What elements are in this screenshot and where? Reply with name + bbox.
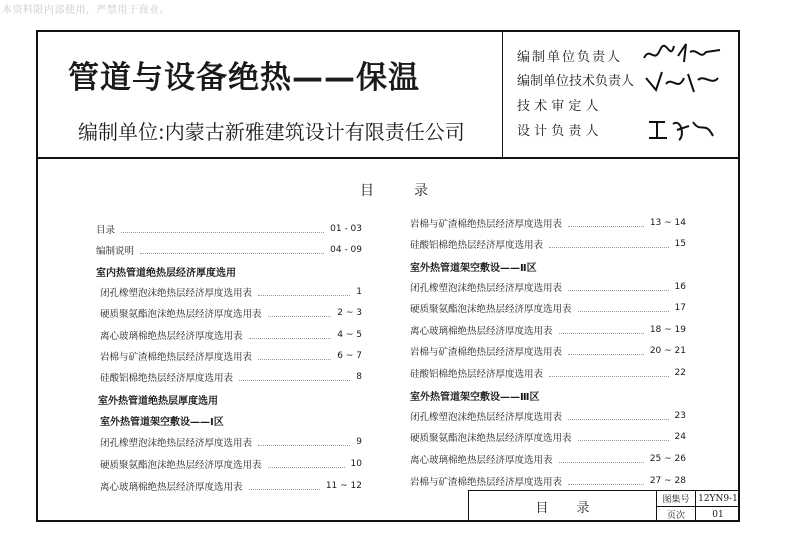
signature-mark [645,114,717,144]
header-divider [36,157,740,159]
toc-entry-page: 27 ~ 28 [649,476,686,486]
toc-entry-page: 15 [674,239,686,249]
toc-entry-page: 9 [356,437,362,447]
toc-entry-page: 20 ~ 21 [649,346,686,356]
toc-entry-name: 编制说明 [96,246,135,257]
toc-leader-dots [258,359,331,360]
atlas-number-label: 图集号 [662,495,690,505]
toc-entry-name: 目录 [96,225,116,236]
toc-leader-dots [559,462,644,463]
toc-entry [100,326,362,344]
toc-entry [410,321,686,339]
toc-leader-dots [258,295,350,296]
responsibility-label: 设 计 负 责 人 [517,123,599,139]
sheet-title: 目录 [535,501,618,516]
toc-entry-name: 闭孔橡塑泡沫绝热层经济厚度选用表 [100,288,253,299]
toc-entry-page: 17 [674,303,686,313]
toc-entry [100,283,362,301]
toc-entry [410,214,686,232]
toc-entry-page: 6 ~ 7 [337,351,362,361]
toc-section-heading [98,390,218,408]
toc-entry [410,407,686,425]
toc-entry-name: 离心玻璃棉绝热层经济厚度选用表 [100,482,243,493]
toc-entry-name: 硬质聚氨酯泡沫绝热层经济厚度选用表 [410,433,572,444]
toc-entry-page: 04 - 09 [330,245,362,255]
responsibility-row [517,93,599,115]
toc-entry [410,299,686,317]
toc-entry-page: 2 ~ 3 [337,308,362,318]
toc-entry-page: 16 [674,282,686,292]
responsibility-label: 编制单位负责人 [517,49,623,65]
toc-entry [410,450,686,468]
toc-entry-name: 硬质聚氨酯泡沫绝热层经济厚度选用表 [100,309,262,320]
header-column-divider [502,30,503,158]
signature-mark [642,66,722,96]
toc-entry [100,347,362,365]
toc-leader-dots [568,354,644,355]
toc-section-name: 室外热管道架空敷设——Ⅰ区 [100,416,224,428]
toc-entry-name: 离心玻璃棉绝热层经济厚度选用表 [410,326,553,337]
page-value: 01 [712,509,724,520]
toc-entry-name: 闭孔橡塑泡沫绝热层经济厚度选用表 [410,283,563,294]
toc-entry [100,368,362,386]
toc-section-heading [96,262,236,280]
toc-leader-dots [268,316,332,317]
responsibility-row [517,118,599,140]
toc-entry [410,278,686,296]
toc-leader-dots [559,333,644,334]
toc-leader-dots [249,338,332,339]
toc-leader-dots [249,489,320,490]
responsibility-label: 编制单位技术负责人 [517,73,635,89]
toc-entry [96,241,362,259]
toc-entry-page: 24 [674,432,686,442]
toc-entry-name: 硅酸铝棉绝热层经济厚度选用表 [100,373,234,384]
toc-leader-dots [549,376,669,377]
toc-entry [100,455,362,473]
toc-section-name: 室内热管道绝热层经济厚度选用 [96,267,236,279]
toc-leader-dots [578,311,669,312]
watermark-text: 本资料限内部使用，严禁用于商业。 [2,5,170,16]
signature-mark [640,38,726,68]
toc-entry-name: 岩棉与矿渣棉绝热层经济厚度选用表 [410,347,563,358]
toc-entry [410,342,686,360]
toc-entry [100,477,362,495]
toc-leader-dots [568,226,644,227]
atlas-number-value: 12YN9-1 [698,493,738,504]
toc-entry-page: 11 ~ 12 [325,481,362,491]
toc-entry [410,235,686,253]
toc-leader-dots [578,440,669,441]
toc-entry-name: 岩棉与矿渣棉绝热层经济厚度选用表 [410,219,563,230]
toc-section-name: 室外热管道架空敷设——Ⅱ区 [410,262,537,274]
toc-heading: 目录 [360,183,468,199]
toc-entry-name: 闭孔橡塑泡沫绝热层经济厚度选用表 [100,438,253,449]
toc-entry-name: 岩棉与矿渣棉绝热层经济厚度选用表 [410,477,563,488]
toc-entry [100,433,362,451]
toc-leader-dots [568,484,644,485]
toc-entry-page: 13 ~ 14 [649,218,686,228]
toc-entry-page: 22 [674,368,686,378]
toc-entry-name: 硅酸铝棉绝热层经济厚度选用表 [410,240,544,251]
toc-section-heading [410,386,539,404]
toc-section-name: 室外热管道架空敷设——Ⅲ区 [410,391,540,403]
toc-entry-name: 硅酸铝棉绝热层经济厚度选用表 [410,369,544,380]
toc-leader-dots [549,247,669,248]
toc-leader-dots [121,232,324,233]
toc-entry-page: 25 ~ 26 [649,454,686,464]
toc-entry-page: 18 ~ 19 [649,325,686,335]
toc-entry-name: 离心玻璃棉绝热层经济厚度选用表 [100,331,243,342]
toc-entry-page: 4 ~ 5 [337,330,362,340]
toc-entry [410,428,686,446]
responsibility-row [517,68,634,90]
compiler-unit: 编制单位:内蒙古新雅建筑设计有限责任公司 [78,120,465,144]
toc-section-name: 室外热管道绝热层厚度选用 [98,395,218,407]
toc-entry-page: 8 [356,372,362,382]
toc-leader-dots [568,290,669,291]
toc-section-heading [100,411,224,429]
toc-entry-page: 23 [674,411,686,421]
toc-leader-dots [140,253,324,254]
toc-entry [410,364,686,382]
page-label: 页次 [666,511,685,521]
toc-entry-name: 岩棉与矿渣棉绝热层经济厚度选用表 [100,352,253,363]
toc-entry-name: 硬质聚氨酯泡沫绝热层经济厚度选用表 [410,304,572,315]
toc-entry-name: 硬质聚氨酯泡沫绝热层经济厚度选用表 [100,460,262,471]
toc-entry [96,220,362,238]
toc-entry-page: 1 [356,287,362,297]
toc-entry-name: 闭孔橡塑泡沫绝热层经济厚度选用表 [410,412,563,423]
responsibility-label: 技 术 审 定 人 [517,98,599,114]
responsibility-row [517,44,622,66]
toc-entry-page: 01 - 03 [330,224,362,234]
toc-section-heading [410,257,537,275]
document-title: 管道与设备绝热——保温 [68,60,420,96]
toc-entry [100,304,362,322]
toc-leader-dots [568,419,669,420]
toc-entry-name: 离心玻璃棉绝热层经济厚度选用表 [410,455,553,466]
toc-leader-dots [268,467,345,468]
toc-leader-dots [239,380,350,381]
toc-leader-dots [258,445,350,446]
toc-entry [410,472,686,490]
toc-entry-page: 10 [350,459,362,469]
